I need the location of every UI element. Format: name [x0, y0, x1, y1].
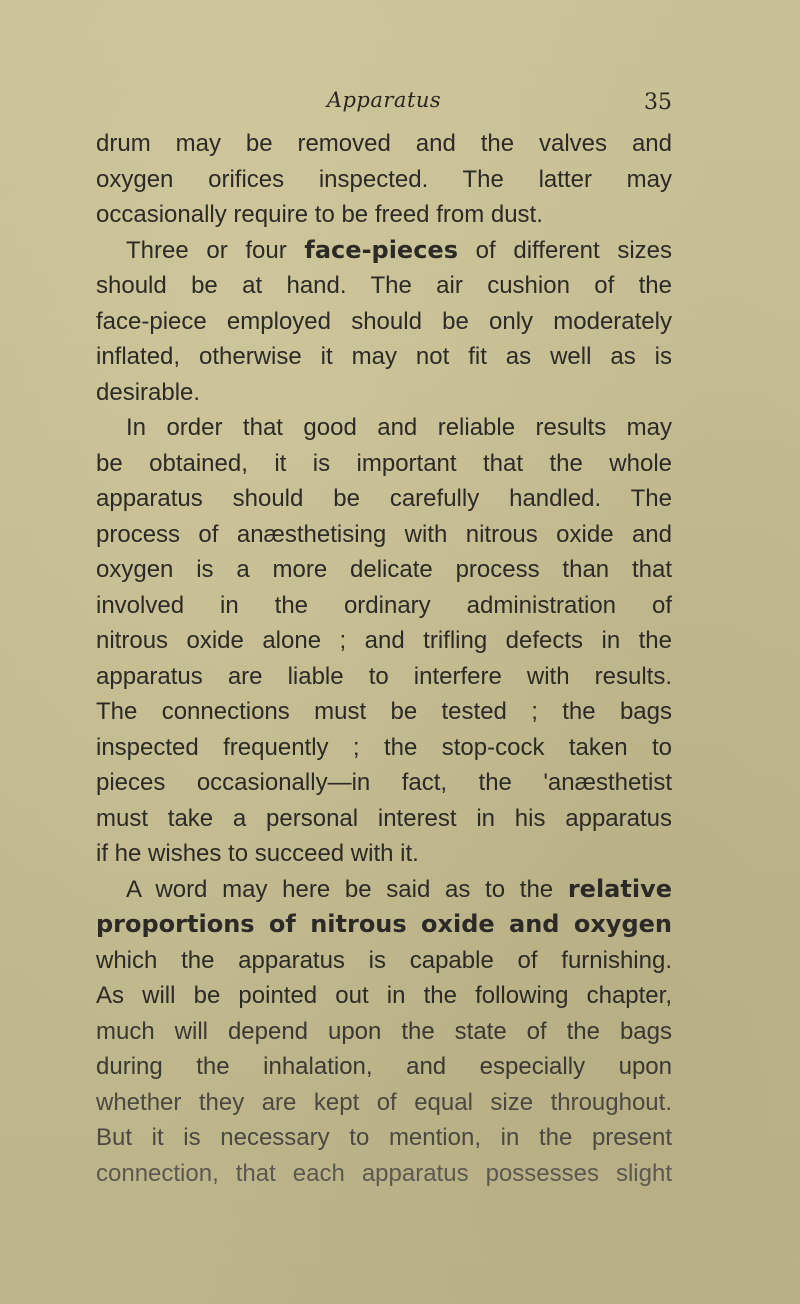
text-line: face-piece employed should be only moderately — [96, 307, 672, 335]
text-line: must take a personal interest in his apparatus — [96, 804, 672, 832]
bold-term-face-pieces: face-pieces — [304, 235, 458, 264]
paragraph-start-line: In order that good and reliable results may — [126, 414, 672, 441]
text-line: involved in the ordinary administration of — [96, 591, 672, 619]
text-line: which the apparatus is capable of furnishing. — [96, 946, 672, 974]
text-line: drum may be removed and the valves and — [96, 130, 672, 157]
running-title: Apparatus — [326, 88, 442, 112]
paragraph-start-line: Three or four face-pieces of different sizes — [126, 235, 673, 264]
page-number: 35 — [644, 90, 672, 115]
running-head — [96, 88, 672, 118]
text-line: during the inhalation, and especially upon — [96, 1053, 672, 1080]
bold-heading-line: proportions of nitrous oxide and oxygen — [96, 910, 672, 938]
text-line: But it is necessary to mention, in the present — [96, 1124, 672, 1151]
text-line: desirable. — [96, 378, 201, 406]
text-line: inflated, otherwise it may not fit as well as is — [96, 343, 672, 370]
text-line: pieces occasionally—in fact, the 'anæsthetist — [96, 769, 672, 796]
body-text — [96, 126, 672, 1191]
text-line: be obtained, it is important that the whole — [96, 449, 672, 477]
text-line: should be at hand. The air cushion of the — [96, 272, 672, 299]
text-line: whether they are kept of equal size throughout. — [96, 1088, 672, 1116]
text-line: oxygen is a more delicate process than that — [96, 556, 672, 583]
paragraph-start-line: A word may here be said as to the relative — [126, 874, 672, 903]
text-line: occasionally require to be freed from dust. — [96, 201, 543, 228]
text-line: nitrous oxide alone ; and trifling defects in the — [96, 627, 672, 654]
text-line: if he wishes to succeed with it. — [96, 840, 419, 867]
text-line: As will be pointed out in the following chapter, — [96, 982, 672, 1009]
text-line: apparatus should be carefully handled. The — [96, 485, 672, 512]
text-line: connection, that each apparatus possesses slight — [96, 1159, 672, 1187]
text-line: much will depend upon the state of the bags — [96, 1017, 672, 1045]
text-line: process of anæsthetising with nitrous oxide and — [96, 520, 672, 548]
text-line: inspected frequently ; the stop-cock taken to — [96, 733, 672, 761]
text-line: oxygen orifices inspected. The latter may — [96, 165, 672, 193]
bold-term-relative: relative — [567, 874, 672, 903]
text-line: The connections must be tested ; the bags — [96, 698, 672, 725]
text-line: apparatus are liable to interfere with results. — [96, 662, 672, 690]
